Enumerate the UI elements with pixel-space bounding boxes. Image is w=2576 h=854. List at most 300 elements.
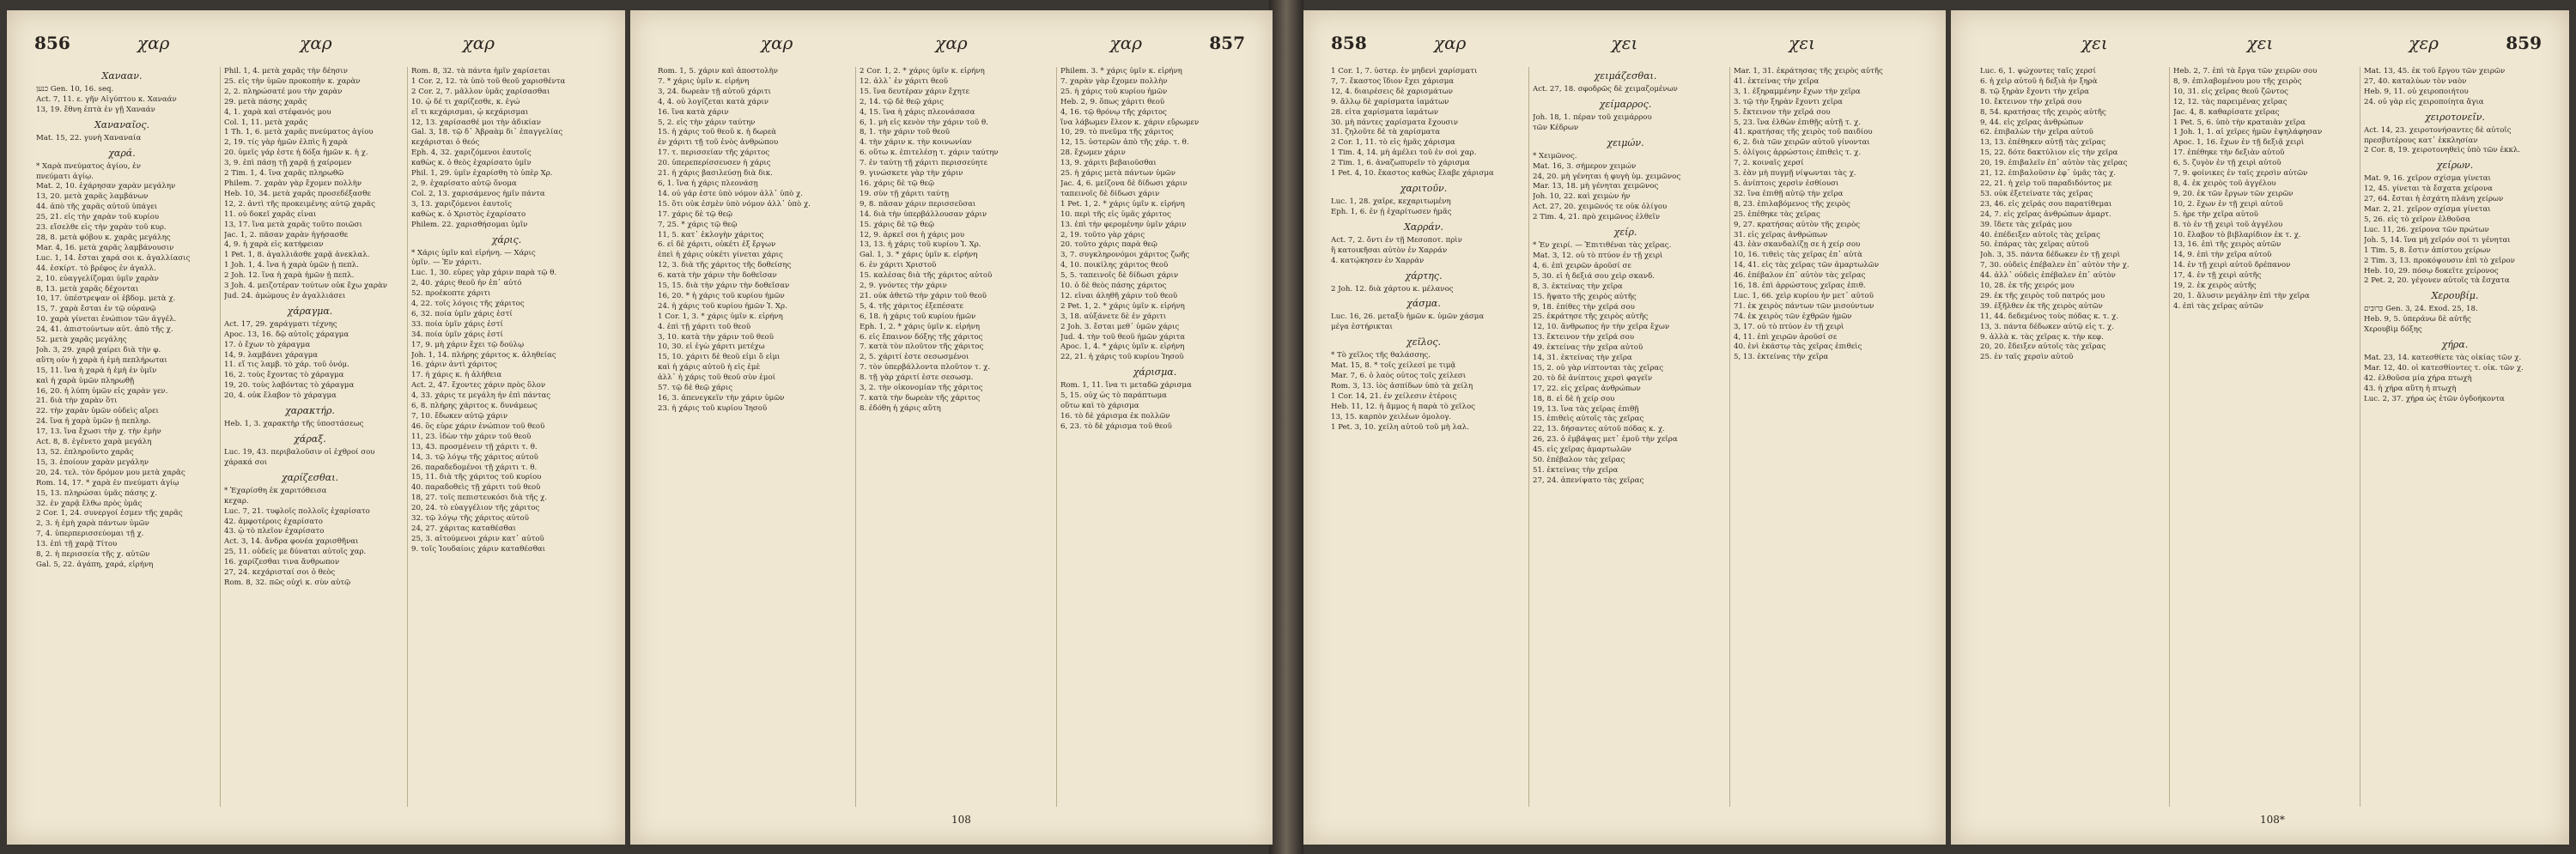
reference-line: 14. ἐν τῇ χειρὶ αὐτοῦ δρέπανον — [2173, 261, 2291, 270]
reference-line: Luc. 7, 21. τυφλοῖς πολλοῖς ἐχαρίσατο — [224, 506, 370, 516]
reference-line: 10, 28. ἐκ τῆς χειρός μου — [1980, 282, 2075, 291]
reference-line: 27, 64. ἔσται ἡ ἐσχάτη πλάνη χείρων — [2364, 195, 2504, 204]
reference-line: 12, 4. διαιρέσεις δὲ χαρισμάτων — [1331, 87, 1453, 96]
reference-line: Rom. 1, 5. χάριν καὶ ἀποστολὴν — [658, 67, 779, 76]
reference-line: 5, 5. ταπεινοῖς δὲ δίδωσι χάριν — [1060, 271, 1179, 281]
reference-line: 6, 1. μὴ εἰς κενὸν τὴν χάριν τοῦ θ. — [860, 118, 988, 127]
reference-line: 20, 20. ἔδειξεν αὐτοῖς τὰς χεῖρας — [1980, 342, 2106, 352]
entry-headword: Χαναναῖος. — [94, 118, 150, 130]
reference-line: Jac. 4, 8. καθαρίσατε χεῖρας — [2173, 107, 2280, 117]
reference-line: 2, 9. ἐχαρίσατο αὐτῷ ὄνομα — [411, 179, 517, 188]
text-column — [1528, 67, 1722, 807]
reference-line: 17, 13. ἵνα ἔχωσι τὴν χ. τὴν ἐμὴν — [36, 427, 161, 437]
reference-line: Luc. 6, 1. ψώχοντες ταῖς χερσί — [1980, 67, 2096, 76]
text-column — [2169, 67, 2354, 807]
reference-line: 4. ἐπὶ τῇ χάριτι τοῦ θεοῦ — [658, 322, 751, 331]
reference-line: ἐν χάριτι τῇ τοῦ ἑνὸς ἀνθρώπου — [658, 138, 779, 148]
entry-headword: χεῖλος. — [1406, 336, 1442, 348]
reference-line: κεχαρ. — [224, 496, 249, 506]
reference-line: 5, 15. οὐχ ὡς τὸ παράπτωμα — [1060, 391, 1167, 401]
reference-line: Mar. 13, 18. μὴ γένηται χειμῶνος — [1533, 182, 1659, 191]
reference-line: ἀλλ᾽ ἡ χάρις τοῦ θεοῦ σὺν ἐμοί — [658, 373, 776, 383]
reference-line: 8, 2. ἡ περισσεία τῆς χ. αὐτῶν — [36, 550, 150, 560]
entry-headword: χήρα. — [2441, 339, 2469, 351]
reference-line: 17. τ. περισσείαν τῆς χάριτος — [658, 148, 770, 158]
reference-line: 39. ἴδετε τὰς χεῖράς μου — [1980, 220, 2072, 229]
reference-line: 14, 41. εἰς τὰς χεῖρας τῶν ἁμαρτωλῶν — [1734, 261, 1880, 270]
reference-line: 52. μετὰ χαρᾶς μεγάλης — [36, 336, 127, 345]
reference-line: 41. κρατήσας τῆς χειρὸς τοῦ παιδίου — [1734, 128, 1873, 137]
reference-line: Mar. 4, 16. μετὰ χαρᾶς λαμβάνουσιν — [36, 243, 174, 252]
reference-line: 1 Tim. 5, 8. ἔστιν ἀπίστου χείρων — [2364, 245, 2491, 255]
reference-line: 2 Cor. 2, 7. μᾶλλον ὑμᾶς χαρίσασθαι — [411, 87, 550, 96]
reference-line: 5, 2. εἰς τὴν χάριν ταύτην — [658, 118, 756, 127]
reference-line: 23, 46. εἰς χεῖράς σου παρατίθεμαι — [1980, 199, 2112, 209]
reference-line: Luc. 1, 14. ἔσται χαρά σοι κ. ἀγαλλίασις — [36, 253, 191, 263]
reference-line: 15, 2. οὐ γὰρ νίπτονται τὰς χεῖρας — [1533, 363, 1664, 372]
reference-line: Philem. 7. χαρὰν γὰρ ἔχομεν πολλὴν — [224, 179, 362, 188]
reference-line: 46. ὃς εὗρε χάριν ἐνώπιον τοῦ θεοῦ — [411, 421, 545, 431]
reference-line: 44. ἀλλ᾽ οὐδεὶς ἐπέβαλεν ἐπ᾽ αὐτὸν — [1980, 271, 2116, 281]
reference-line: 3, 24. δωρεὰν τῇ αὐτοῦ χάριτι — [658, 87, 771, 96]
reference-line: 16, 20. * ἡ χάρις τοῦ κυρίου ἡμῶν — [658, 291, 785, 300]
reference-line: 12, 10. ἄνθρωπος ἦν τὴν χεῖρα ἔχων — [1533, 323, 1670, 332]
reference-line: 42. ἀμφοτέροις ἐχαρίσατο — [224, 517, 323, 526]
reference-line: 21. ἡ χάρις βασιλεύσῃ διὰ δικ. — [658, 169, 773, 179]
entry-headword: χάραγμα. — [287, 305, 333, 317]
page-859 — [1951, 10, 2569, 845]
reference-line: 24, 20. μὴ γένηται ἡ φυγὴ ὑμ. χειμῶνος — [1533, 172, 1681, 181]
reference-line: 6. κατὰ τὴν χάριν τὴν δοθεῖσαν — [658, 271, 777, 281]
reference-line: 7. ἐν ταύτῃ τῇ χάριτι περισσεύητε — [860, 159, 988, 168]
text-column — [2360, 67, 2549, 807]
reference-line: 13, 3. πάντα δέδωκεν αὐτῷ εἰς τ. χ. — [1980, 322, 2114, 331]
reference-line: οὕτω καὶ τὸ χάρισμα — [1060, 402, 1139, 411]
reference-line: 5, 4. τῆς χάριτος ἐξεπέσατε — [860, 301, 963, 311]
reference-line: 6. εἰ δὲ χάριτι, οὐκέτι ἐξ ἔργων — [658, 240, 776, 250]
reference-line: 8, 54. κρατήσας τῆς χειρὸς αὐτῆς — [1980, 107, 2106, 117]
reference-line: 50. ἐπέβαλον τὰς χεῖρας — [1533, 456, 1625, 465]
reference-line: 19, 13. ἵνα τὰς χεῖρας ἐπιθῇ — [1533, 404, 1639, 414]
reference-line: 8, 13. μετὰ χαρᾶς δέχονται — [36, 284, 139, 294]
reference-line: 5, 13. ἐκτείνας τὴν χεῖρα — [1734, 353, 1829, 362]
reference-line: 15, 7. χαρὰ ἔσται ἐν τῷ οὐρανῷ — [36, 305, 156, 314]
page-857 — [630, 10, 1273, 845]
entry-headword: χαριτοῦν. — [1400, 182, 1448, 194]
reference-line: 4, 6. ἐπὶ χειρῶν ἀροῦσί σε — [1533, 261, 1631, 270]
reference-line: 28. εἶτα χαρίσματα ἰαμάτων — [1331, 107, 1439, 117]
running-head-word: χαρ — [462, 33, 495, 53]
reference-line: 17, 9. μὴ χάριν ἔχει τῷ δούλῳ — [411, 340, 525, 349]
reference-line: 10. ᾧ δέ τι χαρίζεσθε, κ. ἐγώ — [411, 97, 520, 106]
reference-line: 11. εἴ τις λαμβ. τὸ χάρ. τοῦ ὀνόμ. — [224, 360, 349, 370]
reference-line: 12, 15. ὑστερῶν ἀπὸ τῆς χάρ. τ. θ. — [1060, 138, 1189, 148]
reference-line: 2 Joh. 12. ἵνα ἡ χαρὰ ἡμῶν ᾖ πεπλ. — [224, 271, 355, 281]
reference-line: 6. εἰς ἔπαινον δόξης τῆς χάριτος — [860, 332, 983, 342]
reference-line: 17, 4. ἐν τῇ χειρὶ αὐτῆς — [2173, 271, 2262, 281]
reference-line: Luc. 1, 30. εὗρες γὰρ χάριν παρὰ τῷ θ. — [411, 269, 557, 278]
book-gutter — [1269, 0, 1303, 854]
reference-line: 12, 3. διὰ τῆς χάριτος τῆς δοθείσης — [658, 261, 792, 270]
reference-line: 9, 20. ἐκ τῶν ἔργων τῶν χειρῶν — [2173, 189, 2293, 198]
reference-line: 17, 22. εἰς χεῖρας ἀνθρώπων — [1533, 384, 1641, 393]
reference-line: 2, 9. γνόντες τὴν χάριν — [860, 282, 947, 291]
reference-line: Col. 1, 11. μετὰ χαρᾶς — [224, 118, 308, 127]
entry-headword: χάραξ. — [294, 433, 326, 445]
reference-line: 4, 11. ἐπὶ χειρῶν ἀροῦσί σε — [1734, 332, 1838, 342]
reference-line: 7. * χάρις ὑμῖν κ. εἰρήνη — [658, 76, 750, 86]
reference-line: 9, 27. κρατήσας αὐτὸν τῆς χειρὸς — [1734, 220, 1861, 229]
reference-line: Mat. 15, 22. γυνὴ Χαναναία — [36, 133, 142, 142]
reference-line: 3. τῷ τὴν ξηρὰν ἔχοντι χεῖρα — [1734, 97, 1843, 106]
reference-line: 6, 5. ζυγὸν ἐν τῇ χειρὶ αὐτοῦ — [2173, 159, 2281, 168]
reference-line: 2 Cor. 8, 19. χειροτονηθεὶς ὑπὸ τῶν ἐκκλ. — [2364, 146, 2521, 155]
reference-line: 7, 7. ἕκαστος ἴδιον ἔχει χάρισμα — [1331, 76, 1455, 86]
reference-line: 13. ἐπὶ τῇ χαρᾷ Τίτου — [36, 540, 118, 549]
entry-headword: Χανααν. — [101, 70, 143, 82]
reference-line: 8. τὸ ἐν τῇ χειρὶ τοῦ ἀγγέλου — [2173, 220, 2283, 229]
page-number: 856 — [34, 33, 70, 53]
reference-line: 7, 30. οὐδεὶς ἐπέβαλεν ἐπ᾽ αὐτὸν τὴν χ. — [1980, 261, 2129, 270]
entry-headword: χάρισμα. — [1133, 366, 1177, 379]
reference-line: 10. χαρὰ γίνεται ἐνώπιον τῶν ἀγγέλ. — [36, 315, 177, 324]
reference-line: 9. γινώσκετε γὰρ τὴν χάριν — [860, 169, 963, 179]
reference-line: 15, 3. ἐποίουν χαρὰν μεγάλην — [36, 457, 149, 467]
reference-line: 10, 30. εἰ ἐγὼ χάριτι μετέχω — [658, 342, 765, 352]
text-column — [1977, 67, 2160, 807]
reference-line: 49. ἐκτείνας τὴν χεῖρα αὐτοῦ — [1533, 343, 1643, 353]
reference-line: 13, 15. καρπὸν χειλέων ὁμολογ. — [1331, 412, 1452, 421]
reference-line: 25, 21. εἰς τὴν χαρὰν τοῦ κυρίου — [36, 213, 160, 222]
reference-line: 2 Pet. 1, 2. * χάρις ὑμῖν κ. εἰρήνη — [1060, 301, 1185, 311]
reference-line: 12, 13. χαρίσασθέ μοι τὴν ἀδικίαν — [411, 118, 541, 127]
reference-line: 51. ἐκτείνας τὴν χεῖρα — [1533, 466, 1619, 475]
entry-headword: Χερουβίμ. — [2431, 290, 2479, 302]
reference-line: Act. 8, 8. ἐγένετο χαρὰ μεγάλη — [36, 438, 152, 447]
reference-line: 20, 24. τελ. τὸν δρόμον μου μετὰ χαρᾶς — [36, 468, 185, 477]
reference-line: Luc. 1, 66. χεὶρ κυρίου ἦν μετ᾽ αὐτοῦ — [1734, 291, 1874, 300]
reference-line: 24, 27. χάριτας καταθέσθαι — [411, 524, 516, 533]
reference-line: 7, 2. κοιναῖς χερσί — [1734, 159, 1804, 168]
reference-line: 27, 24. ἀπενίψατο τὰς χεῖρας — [1533, 475, 1644, 485]
reference-line: Luc. 1, 28. χαῖρε, κεχαριτωμένη — [1331, 197, 1451, 206]
text-column — [407, 67, 605, 807]
reference-line: 6. ἡ χεὶρ αὐτοῦ ἡ δεξιὰ ἦν ξηρὰ — [1980, 76, 2098, 86]
reference-line: 11. οὐ δοκεῖ χαρᾶς εἶναι — [224, 209, 317, 219]
reference-line: 10, 17. ὑπέστρεψαν οἱ ἑβδομ. μετὰ χ. — [36, 294, 176, 304]
reference-line: Jud. 24. ἀμώμους ἐν ἀγαλλιάσει — [224, 291, 346, 300]
reference-line: πρεσβυτέρους κατ᾽ ἐκκλησίαν — [2364, 136, 2478, 145]
running-head-word: χει — [2081, 33, 2108, 53]
page-number: 859 — [2506, 33, 2542, 53]
reference-line: 24, 41. ἀπιστούντων αὐτ. ἀπὸ τῆς χ. — [36, 325, 173, 335]
reference-line: 71. ἐκ χειρὸς πάντων τῶν μισούντων — [1734, 301, 1874, 311]
reference-line: Heb. 9, 5. ὑπεράνω δὲ αὐτῆς — [2364, 315, 2471, 324]
reference-line: 45. εἰς χεῖρας ἁμαρτωλῶν — [1533, 445, 1631, 455]
reference-line: 20. τὸ δὲ ἀνίπτοις χερσὶ φαγεῖν — [1533, 373, 1653, 383]
reference-line: 10, 2. ἔχων ἐν τῇ χειρὶ αὐτοῦ — [2173, 199, 2283, 209]
reference-line: 2, 14. τῷ δὲ θεῷ χάρις — [860, 97, 944, 106]
reference-line: 3, 1. ἐξηραμμένην ἔχων τὴν χεῖρα — [1734, 87, 1861, 96]
reference-line: 15. ἵνα δευτέραν χάριν ἔχητε — [860, 87, 969, 96]
reference-line: Philem. 22. χαρισθήσομαι ὑμῖν — [411, 220, 528, 229]
reference-line: Rom. 8, 32. τὰ πάντα ἡμῖν χαρίσεται — [411, 67, 550, 76]
reference-line: 8, 23. ἐπιλαβόμενος τῆς χειρὸς — [1734, 199, 1850, 209]
reference-line: καθὼς κ. ὁ θεὸς ἐχαρίσατο ὑμῖν — [411, 159, 532, 168]
running-head-word: χαρ — [1434, 33, 1467, 53]
reference-line: 14, 9. ἐπὶ τὴν χεῖρα αὐτοῦ — [2173, 251, 2272, 260]
reference-line: 6, 32. ποία ὑμῖν χάρις ἐστί — [411, 309, 513, 318]
reference-line: 13, 9. χάριτι βεβαιοῦσθαι — [1060, 159, 1157, 168]
reference-line: 15. καλέσας διὰ τῆς χάριτος αὐτοῦ — [860, 271, 993, 281]
reference-line: 2 Cor. 1, 2. * χάρις ὑμῖν κ. εἰρήνη — [860, 67, 985, 76]
reference-line: 1 Pet. 5, 6. ὑπὸ τὴν κραταιὰν χεῖρα — [2173, 118, 2306, 127]
reference-line: ἢ κατοικῆσαι αὐτὸν ἐν Χαρράν — [1331, 245, 1448, 255]
reference-line: 12, 9. ἀρκεῖ σοι ἡ χάρις μου — [860, 230, 965, 239]
reference-line: 17. χάρις δὲ τῷ θεῷ — [658, 209, 733, 219]
reference-line: Phil. 1, 4. μετὰ χαρᾶς τὴν δέησιν — [224, 67, 348, 76]
text-column — [1056, 67, 1253, 807]
reference-line: 2, 3. ἡ ἐμὴ χαρὰ πάντων ὑμῶν — [36, 519, 149, 529]
reference-line: 4, 16. τῷ θρόνῳ τῆς χάριτος — [1060, 107, 1167, 117]
reference-line: 6, 2. διὰ τῶν χειρῶν αὐτοῦ γίνονται — [1734, 138, 1870, 148]
reference-line: 25, 11. οὐδείς με δύναται αὐτοῖς χαρ. — [224, 548, 367, 557]
reference-line: 30. μὴ πάντες χαρίσματα ἔχουσιν — [1331, 118, 1458, 127]
text-column — [33, 67, 211, 807]
reference-line: 13, 17. ἵνα μετὰ χαρᾶς τοῦτο ποιῶσι — [224, 220, 362, 229]
reference-line: 28. ἔχωμεν χάριν — [1060, 148, 1126, 158]
reference-line: 8, 3. ἐκτείνας τὴν χεῖρα — [1533, 282, 1623, 291]
reference-line: 13, 52. ἐπληροῦντο χαρᾶς — [36, 448, 134, 457]
entry-headword: χάσμα. — [1406, 298, 1441, 310]
reference-line: εἴ τι κεχάρισμαι, ᾧ κεχάρισμαι — [411, 107, 529, 117]
reference-line: * Χαρὰ πνεύματος ἁγίου, ἐν — [36, 161, 141, 171]
reference-line: 25. εἰς τὴν ὑμῶν προκοπὴν κ. χαρὰν — [224, 76, 361, 86]
reference-line: 5, 23. ἵνα ἐλθὼν ἐπιθῇς αὐτῇ τ. χ. — [1734, 118, 1861, 127]
reference-line: Act. 27, 18. σφοδρῶς δὲ χειμαζομένων — [1533, 85, 1678, 94]
reference-line: Eph. 1, 2. * χάρις ὑμῖν κ. εἰρήνη — [860, 322, 981, 331]
reference-line: πνεύματι ἁγίῳ. — [36, 172, 94, 181]
reference-line: 26. παραδεδομένοι τῇ χάριτι τ. θ. — [411, 463, 538, 472]
reference-line: 16, 2. τοὺς ἔχοντας τὸ χάραγμα — [224, 371, 344, 380]
reference-line: Mat. 16, 3. σήμερον χειμών — [1533, 161, 1637, 171]
reference-line: 10. ὁ δὲ θεὸς πάσης χάριτος — [1060, 282, 1167, 291]
reference-line: 4, 1. χαρὰ καὶ στέφανός μου — [224, 107, 331, 117]
reference-line: 4, 9. ἡ χαρὰ εἰς κατήφειαν — [224, 240, 324, 250]
reference-line: 1 Cor. 1, 3. * χάρις ὑμῖν κ. εἰρήνη — [658, 312, 783, 321]
reference-line: 29. μετὰ πάσης χαρᾶς — [224, 97, 307, 106]
reference-line: 5. ἦρε τὴν χεῖρα αὐτοῦ — [2173, 209, 2258, 219]
reference-line: 6. οὕτω κ. ἐπιτελέσῃ τ. χάριν ταύτην — [860, 148, 999, 158]
reference-line: 15, 11. ἵνα ἡ χαρὰ ἡ ἐμὴ ἐν ὑμῖν — [36, 366, 157, 375]
reference-line: 1 Joh. 1, 1. αἱ χεῖρες ἡμῶν ἐψηλάφησαν — [2173, 128, 2323, 137]
reference-line: Act. 2, 47. ἔχοντες χάριν πρὸς ὅλον — [411, 381, 546, 391]
reference-line: καὶ ἡ χαρὰ ὑμῶν πληρωθῇ — [36, 376, 135, 385]
reference-line: 9. ἄλλῳ δὲ χαρίσματα ἰαμάτων — [1331, 97, 1449, 106]
reference-line: 4. κατῴκησεν ἐν Χαρράν — [1331, 256, 1425, 265]
reference-line: 3 Joh. 4. μειζοτέραν τούτων οὐκ ἔχω χαρὰν — [224, 282, 388, 291]
reference-line: 9, 18. ἐπίθες τὴν χεῖρά σου — [1533, 302, 1635, 312]
reference-line: 5. ὀλίγοις ἀρρώστοις ἐπιθεὶς τ. χ. — [1734, 148, 1862, 158]
reference-line: 41. ἐκτείνας τὴν χεῖρα — [1734, 76, 1820, 86]
reference-line: Col. 2, 13. χαρισάμενος ἡμῖν πάντα — [411, 189, 545, 198]
reference-line: 24. οὐ γὰρ εἰς χειροποίητα ἅγια — [2364, 97, 2484, 106]
reference-line: 13. ἐπὶ τὴν φερομένην ὑμῖν χάριν — [1060, 220, 1187, 229]
reference-line: Luc. 19, 43. περιβαλοῦσιν οἱ ἐχθροί σου — [224, 448, 375, 457]
reference-line: 1 Cor. 2, 12. τὰ ὑπὸ τοῦ θεοῦ χαρισθέντα — [411, 76, 566, 86]
reference-line: 14. οὐ γάρ ἐστε ὑπὸ νόμον ἀλλ᾽ ὑπὸ χ. — [658, 189, 804, 198]
reference-line: 14. διὰ τὴν ὑπερβάλλουσαν χάριν — [860, 209, 987, 219]
reference-line: 24. ἡ χάρις τοῦ κυρίου ἡμῶν Ἰ. Χρ. — [658, 301, 787, 311]
reference-line: 1 Pet. 3, 10. χείλη αὐτοῦ τοῦ μὴ λαλ. — [1331, 422, 1469, 432]
reference-line: 2 Tim. 3, 13. προκόψουσιν ἐπὶ τὸ χεῖρον — [2364, 256, 2515, 265]
reference-line: 22, 21. ἡ χεὶρ τοῦ παραδιδόντος με — [1980, 179, 2112, 188]
reference-line: 46. ἐπέβαλον ἐπ᾽ αὐτὸν τὰς χεῖρας — [1734, 271, 1866, 281]
entry-headword: χείμαρρος. — [1599, 98, 1652, 110]
reference-line: 7, 10. ἔδωκεν αὐτῷ χάριν — [411, 412, 508, 421]
reference-line: 2, 19. τοῦτο γὰρ χάρις — [1060, 230, 1145, 239]
reference-line: 8. ἐδόθη ἡ χάρις αὕτη — [860, 403, 941, 413]
reference-line: 16. ἵνα κατὰ χάριν — [658, 107, 729, 117]
reference-line: 31. εἰς χεῖρας ἀνθρώπων — [1734, 230, 1828, 239]
reference-line: 26, 23. ὁ ἐμβάψας μετ᾽ ἐμοῦ τὴν χεῖρα — [1533, 435, 1678, 445]
reference-line: 8. τῇ γὰρ χάριτί ἐστε σεσωσμ. — [860, 373, 974, 383]
reference-line: 3, 10. κατὰ τὴν χάριν τοῦ θεοῦ — [658, 332, 774, 342]
reference-line: 2, 19. τίς γὰρ ἡμῶν ἐλπὶς ἢ χαρὰ — [224, 138, 348, 148]
reference-line: Gal. 5, 22. ἀγάπη, χαρά, εἰρήνη — [36, 560, 154, 569]
reference-line: 14, 31. ἐκτείνας τὴν χεῖρα — [1533, 354, 1632, 363]
reference-line: 16, 18. ἐπὶ ἀρρώστους χεῖρας ἐπιθ. — [1734, 282, 1866, 291]
reference-line: 13, 16. ἐπὶ τῆς χειρὸς αὐτῶν — [2173, 240, 2281, 250]
reference-line: 7. τὸν ὑπερβάλλοντα πλοῦτον τ. χ. — [860, 363, 991, 372]
running-head-word: χει — [1611, 33, 1638, 53]
reference-line: 40. ἑνὶ ἑκάστῳ τὰς χεῖρας ἐπιθεὶς — [1734, 342, 1862, 352]
entry-headword: χαρίζεσθαι. — [281, 471, 339, 483]
reference-line: Heb. 1, 3. χαρακτὴρ τῆς ὑποστάσεως — [224, 420, 364, 429]
reference-line: 31. ζηλοῦτε δὲ τὰ χαρίσματα — [1331, 128, 1441, 137]
reference-line: Act. 27, 20. χειμῶνός τε οὐκ ὀλίγου — [1533, 203, 1668, 212]
reference-line: 1 Cor. 14, 21. ἐν χείλεσιν ἑτέροις — [1331, 391, 1457, 401]
entry-headword: χαρακτήρ. — [285, 405, 335, 417]
reference-line: Rom. 8, 32. πῶς οὐχὶ κ. σὺν αὐτῷ — [224, 578, 351, 587]
reference-line: Apoc. 13, 16. δῷ αὐτοῖς χάραγμα — [224, 330, 349, 339]
reference-line: 13, 19. ἔθνη ἐπτὰ ἐν γῇ Χαναάν — [36, 105, 155, 114]
reference-line: αὕτη οὖν ἡ χαρὰ ἡ ἐμὴ πεπλήρωται — [36, 355, 167, 365]
reference-line: 19, 20. τοὺς λαβόντας τὸ χάραγμα — [224, 381, 355, 391]
reference-line: 16. χαρίζεσθαι τινα ἄνθρωπον — [224, 558, 340, 567]
reference-line: 2 Tim. 1, 4. ἵνα χαρᾶς πληρωθῶ — [224, 169, 344, 179]
reference-line: 24. ἵνα ἡ χαρὰ ὑμῶν ᾖ πεπληρ. — [36, 417, 151, 427]
reference-line: * Χειμῶνος. — [1533, 151, 1577, 161]
running-head — [1331, 33, 1918, 58]
reference-line: 15. ἡ χάρις τοῦ θεοῦ κ. ἡ δωρεὰ — [658, 128, 777, 137]
reference-line: 8, 4. ἐκ χειρὸς τοῦ ἀγγέλου — [2173, 179, 2276, 188]
reference-line: 7, 9. φοίνικες ἐν ταῖς χερσὶν αὐτῶν — [2173, 169, 2308, 179]
reference-line: 4, 10. ποικίλης χάριτος θεοῦ — [1060, 261, 1169, 270]
reference-line: Mat. 13, 45. ἐκ τοῦ ἔργου τῶν χειρῶν — [2364, 67, 2506, 76]
reference-line: 43. ᾧ τὸ πλεῖον ἐχαρίσατο — [224, 527, 325, 536]
reference-line: 40. παραδοθεὶς τῇ χάριτι τοῦ θεοῦ — [411, 483, 541, 493]
reference-line: 32. ἐν χαρᾷ ἔλθω πρὸς ὑμᾶς — [36, 499, 143, 508]
running-head-word: χαρ — [935, 33, 968, 53]
reference-line: 16, 3. ἀπενεγκεῖν τὴν χάριν ὑμῶν — [658, 394, 785, 403]
reference-line: 9. ἀλλὰ κ. τὰς χεῖρας κ. τὴν κεφ. — [1980, 332, 2104, 342]
running-head-word: χαρ — [1109, 33, 1142, 53]
reference-line: καὶ ἡ χάρις αὐτοῦ ἡ εἰς ἐμὲ — [658, 363, 761, 372]
reference-line: Eph. 4, 32. χαριζόμενοι ἑαυτοῖς — [411, 148, 532, 158]
reference-line: 23. ἡ χάρις τοῦ κυρίου Ἰησοῦ — [658, 403, 768, 413]
reference-line: Joh. 3, 35. πάντα δέδωκεν ἐν τῇ χειρὶ — [1980, 251, 2121, 260]
reference-line: 20. τοῦτο χάρις παρὰ θεῷ — [1060, 240, 1157, 250]
reference-line: 1 Pet. 4, 10. ἕκαστος καθὼς ἔλαβε χάρισμα — [1331, 169, 1494, 179]
reference-line: Heb. 10, 29. πόσῳ δοκεῖτε χείρονος — [2364, 266, 2499, 276]
reference-line: Mat. 2, 10. ἐχάρησαν χαρὰν μεγάλην — [36, 182, 176, 191]
reference-line: 6, 8. πλήρης χάριτος κ. δυνάμεως — [411, 402, 538, 411]
reference-line: 16. χάριν ἀντὶ χάριτος — [411, 360, 497, 370]
reference-line: Heb. 11, 12. ἡ ἄμμος ἡ παρὰ τὸ χεῖλος — [1331, 402, 1475, 411]
reference-line: 18, 27. τοῖς πεπιστευκόσι διὰ τῆς χ. — [411, 494, 548, 503]
reference-line: Act. 3, 14. ἄνδρα φονέα χαρισθῆναι — [224, 537, 359, 547]
reference-line: 3, 18. αὐξάνετε δὲ ἐν χάριτι — [1060, 312, 1167, 321]
reference-line: Mar. 12, 40. οἱ κατεσθίοντες τ. οἰκ. τῶν χ. — [2364, 363, 2524, 372]
reference-line: 32. ἵνα ἐπιθῇ αὐτῷ τὴν χεῖρα — [1734, 189, 1844, 198]
reference-line: 14, 9. λαμβάνει χάραγμα — [224, 350, 319, 360]
reference-line: 2 Pet. 2, 20. γέγονεν αὐτοῖς τὰ ἔσχατα — [2364, 276, 2510, 286]
reference-line: 13. ἔκτεινον τὴν χεῖρά σου — [1533, 333, 1635, 342]
reference-line: 42. ἐλθοῦσα μία χήρα πτωχὴ — [2364, 373, 2472, 383]
reference-line: Rom. 14, 17. * χαρὰ ἐν πνεύματι ἁγίῳ — [36, 478, 179, 488]
reference-line: Act. 7, 2. ὄντι ἐν τῇ Μεσοποτ. πρὶν — [1331, 235, 1462, 245]
running-head-word: χαρ — [300, 33, 332, 53]
reference-line: Mar. 2, 21. χεῖρον σχίσμα γίνεται — [2364, 205, 2491, 215]
text-column — [654, 67, 847, 807]
reference-line: 5, 30. εἰ ἡ δεξιά σου χεὶρ σκανδ. — [1533, 271, 1656, 281]
reference-line: 12, 12. τὰς παρειμένας χεῖρας — [2173, 97, 2287, 106]
page-number: 858 — [1331, 33, 1367, 53]
reference-line: 6, 23. τὸ δὲ χάρισμα τοῦ θεοῦ — [1060, 421, 1172, 431]
reference-line: Luc. 11, 26. χείρονα τῶν πρώτων — [2364, 225, 2489, 234]
entry-headword: χείρ. — [1613, 227, 1637, 239]
reference-line: 5, 26. εἰς τὸ χεῖρον ἐλθοῦσα — [2364, 215, 2470, 224]
reference-line: 3, 13. χαριζόμενοι ἑαυτοῖς — [411, 199, 512, 209]
reference-line: Mat. 23, 14. κατεσθίετε τὰς οἰκίας τῶν χ. — [2364, 354, 2522, 363]
reference-line: 3, 17. οὗ τὸ πτύον ἐν τῇ χειρὶ — [1734, 322, 1844, 331]
reference-line: 24, 7. εἰς χεῖρας ἀνθρώπων ἁμαρτ. — [1980, 209, 2111, 219]
reference-line: 3, 7. συγκληρονόμοι χάριτος ζωῆς — [1060, 251, 1190, 260]
reference-line: 11, 5. κατ᾽ ἐκλογὴν χάριτος — [658, 230, 764, 239]
reference-line: Χερουβὶμ δόξης — [2364, 325, 2422, 335]
reference-line: 74. ἐκ χειρὸς τῶν ἐχθρῶν ἡμῶν — [1734, 312, 1852, 321]
running-head-word: χερ — [2409, 33, 2439, 53]
reference-line: 27, 40. καταλύων τὸν ναὸν — [2364, 76, 2467, 86]
reference-line: * Τὸ χεῖλος τῆς θαλάσσης. — [1331, 351, 1431, 360]
reference-line: μέγα ἐστήρικται — [1331, 323, 1393, 332]
reference-line: 5. ἔκτεινον τὴν χεῖρά σου — [1734, 107, 1831, 117]
reference-line: 13, 13. ἐπέθηκεν αὐτῇ τὰς χεῖρας — [1980, 138, 2106, 148]
reference-line: Jud. 4. τὴν τοῦ θεοῦ ἡμῶν χάριτα — [1060, 332, 1186, 342]
reference-line: 7, 4. ὑπερπερισσεύομαι τῇ χ. — [36, 530, 144, 539]
reference-line: 4. τὴν χάριν κ. τὴν κοινωνίαν — [860, 138, 972, 148]
reference-line: 4, 15. ἵνα ἡ χάρις πλεονάσασα — [860, 107, 975, 117]
reference-line: 10. περὶ τῆς εἰς ὑμᾶς χάριτος — [1060, 209, 1171, 219]
reference-line: Luc. 16, 26. μεταξὺ ἡμῶν κ. ὑμῶν χάσμα — [1331, 312, 1485, 322]
reference-line: 2 Tim. 4, 21. πρὸ χειμῶνος ἐλθεῖν — [1533, 213, 1661, 222]
running-head-word: χει — [1789, 33, 1815, 53]
reference-line: 13, 43. προσμένειν τῇ χάριτι τ. θ. — [411, 442, 538, 451]
reference-line: 2 Joh. 12. διὰ χάρτου κ. μέλανος — [1331, 284, 1454, 294]
reference-line: 23. εἴσελθε εἰς τὴν χαρὰν τοῦ κυρ. — [36, 223, 167, 233]
page-858 — [1303, 10, 1946, 845]
